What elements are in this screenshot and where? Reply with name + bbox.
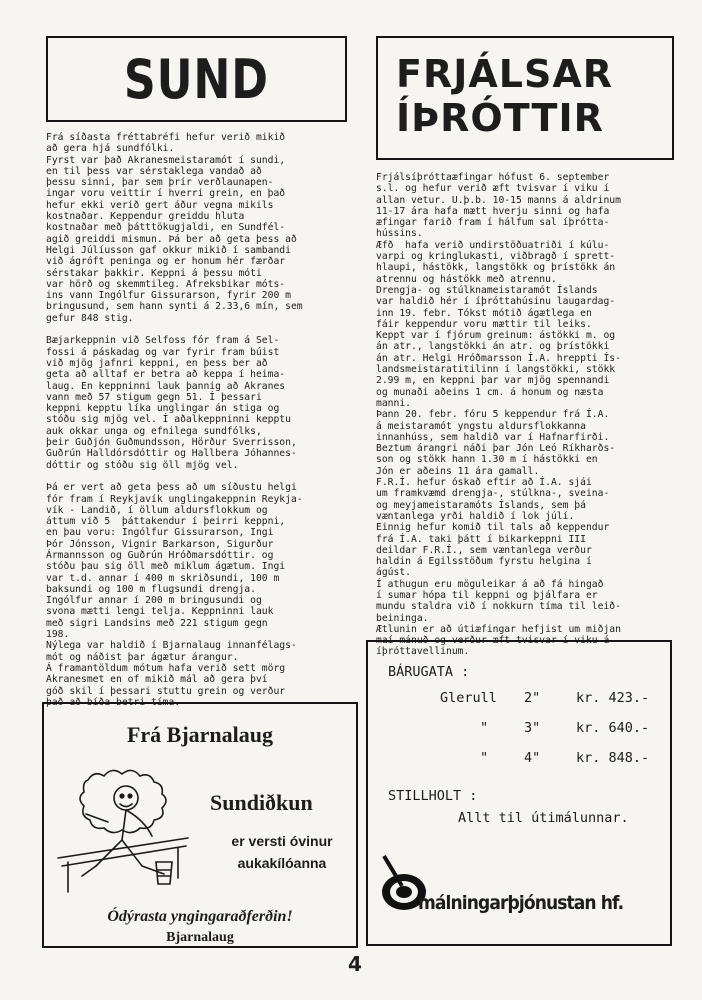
price-row-3-item: " <box>480 750 489 766</box>
sund-text-line: en þau voru: Ingólfur Gissurarson, Ingi <box>46 527 274 539</box>
sund-text-line: vík - Landið, í öllum aldursflokkum og <box>46 504 268 516</box>
swimmer-bather-illustration <box>48 762 204 902</box>
sund-text-line: gefur 848 stig. <box>46 312 134 324</box>
sund-text-line: fossi á páskadag og var fyrir fram búist <box>46 346 280 358</box>
sund-text-line: Bæjarkeppnin við Selfoss fór fram á Sel- <box>46 335 280 347</box>
sund-text-line: keppni kepptu líka unglingar án stiga og <box>46 403 280 415</box>
malning-ad <box>366 640 672 946</box>
frjalsar-text-line: hlaupi, hástökk, langstökk og þrístökk án <box>376 262 616 274</box>
price-row-1-price: kr. 423.- <box>576 690 650 706</box>
frjalsar-text-line: frá Í.A. taki þátt í bikarkeppni III <box>376 533 586 545</box>
sund-text-line: Fyrst var það Akranesmeistaramót í sundi, <box>46 154 286 166</box>
sund-text-line: Akranesmet en of mikið mál að gera því <box>46 674 268 686</box>
ad-slogan: Ódýrasta yngingaraðferðin! <box>107 908 293 925</box>
frjalsar-text-line: son og stökk hann 1.30 m í hástökki en <box>376 454 598 466</box>
sund-text-line: baksundi og 100 m flugsundi drengja. <box>46 583 256 595</box>
frjalsar-text-line: haldin á Egilsstöðum fyrstu helgina í <box>376 556 592 568</box>
sund-text-line: ingar voru veittir í hverri grein, en það <box>46 188 286 200</box>
frjalsar-text-line: Í athugun eru möguleikar á að fá hingað <box>376 578 604 590</box>
frjalsar-text-line: Jón er aðeins 11 ára gamall. <box>376 465 540 477</box>
frjalsar-article <box>376 172 621 658</box>
sund-text-line: hefur ekki verið gert áður vegna mikils <box>46 199 274 211</box>
sund-text-line: Helgi Júlíusson gaf okkur mikið í sambandi <box>46 244 291 256</box>
frjalsar-text-line: Keppt var í fjórum greinum: ástökki m. og <box>376 330 616 342</box>
stillholt-label: STILLHOLT : <box>388 788 478 804</box>
sund-text-line <box>46 324 303 335</box>
sund-text-line: Á framantöldum mótum hafa verið sett mörg <box>46 662 286 674</box>
frjalsar-text-line: Þann 20. febr. fóru 5 keppendur frá Í.A. <box>376 409 610 421</box>
frjalsar-text-line: allan vetur. U.þ.b. 10-15 manns á aldrinum <box>376 194 621 206</box>
sund-text-line: 198. <box>46 629 70 641</box>
price-row-2-item: " <box>480 720 489 736</box>
frjalsar-text-line: og meyjameistaramóts Íslands, sem þá <box>376 499 586 511</box>
sund-text-line: Ingólfur annar í 200 m bringusundi og <box>46 595 262 607</box>
ad-subtitle-line-2: aukakílóanna <box>237 855 327 871</box>
frjalsar-text-line: íþróttavellinum. <box>376 646 470 658</box>
frjalsar-text-line: og munaði aðeins 1 cm. á honum og næsta <box>376 386 604 398</box>
sund-text-line: Nýlega var haldið í Bjarnalaug innanfélags- <box>46 640 297 652</box>
sund-title: SUND <box>124 47 269 111</box>
frjalsar-text-line: inn 19. febr. Tókst mótið ágætlega en <box>376 307 592 319</box>
frjalsar-text-line: maí mánuð og verður æft tvisvar í viku á <box>376 635 610 647</box>
frjalsar-text-line: Drengja- og stúlknameistaramót Íslands <box>376 284 598 296</box>
frjalsar-title-line-1: FRJÁLSAR <box>396 52 614 96</box>
sund-text-line: mót og náðist þar ágætur árangur. <box>46 651 239 663</box>
sund-text-line: agið greiddi mismun. Þá ber að geta þess að <box>46 233 297 245</box>
sund-text-line: við mjög jafnri keppni, en þess ber að <box>46 357 268 369</box>
frjalsar-title-box <box>376 36 674 160</box>
frjalsar-text-line: í sumar hópa til keppni og þjálfara er <box>376 589 598 601</box>
frjalsar-text-line: 2.99 m, en keppni þar var mjög spennandi <box>376 375 610 387</box>
frjalsar-title-line-2: ÍÞRÓTTIR <box>396 96 604 140</box>
sund-text-line: dóttir og stóðu sig öll mjög vel. <box>46 459 239 471</box>
frjalsar-text-line: manni. <box>376 397 411 409</box>
barugata-label: BÁRUGATA : <box>388 664 470 680</box>
sund-text-line: var hörð og skemmtileg. Afreksbikar móts- <box>46 278 286 290</box>
price-row-3-size: 4" <box>524 750 541 766</box>
frjalsar-text-line: F.R.Í. hefur óskað eftir að Í.A. sjái <box>376 477 592 489</box>
sund-text-line: svona mætti lengi telja. Keppninni lauk <box>46 606 274 618</box>
sund-text-line: ins vann Ingólfur Gissurarson, fyrir 200 m <box>46 290 291 302</box>
sund-text-line: fór fram í Reykjavík unglingakeppnin Reykja- <box>46 493 303 505</box>
ad-subtitle <box>210 830 354 874</box>
sund-text-line: þessu sinni, þar sem þrír verðlaunapen- <box>46 177 274 189</box>
sund-text-line: var t.d. annar í 400 m skriðsundi, 100 m <box>46 572 280 584</box>
ad-subtitle-line-1: er versti óvinur <box>231 833 333 849</box>
frjalsar-text-line: væntanlega yrði haldið í lok júlí. <box>376 510 575 522</box>
sund-text-line: við ágróft peninga og er honum hér færðar <box>46 256 286 268</box>
page-number: 4 <box>348 952 362 976</box>
frjalsar-text-line: varpi og kringlukasti, viðbragð í sprett- <box>376 251 616 263</box>
ad-brand: Bjarnalaug <box>166 930 234 945</box>
frjalsar-text-line: á meistaramót yngstu aldursflokkanna <box>376 420 586 432</box>
price-row-3-price: kr. 848.- <box>576 750 650 766</box>
sund-text-line: þeir Guðjón Guðmundsson, Hörður Sverrisson, <box>46 437 297 449</box>
frjalsar-text-line: hússins. <box>376 228 423 240</box>
sund-text-line: að gera hjá sundfólki. <box>46 143 175 155</box>
sund-text-line: stóðu sig mjög vel. Í aðalkeppninni kepptu <box>46 414 291 426</box>
sund-text-line: Guðrún Halldórsdóttir og Hallbera Jóhannes- <box>46 448 297 460</box>
frjalsar-text-line: landsmeistaratitilinn í langstökki, stökk <box>376 364 616 376</box>
sund-text-line: Frá síðasta fréttabréfi hefur verið mikið <box>46 132 286 143</box>
sund-text-line: áttum við 5 þáttakendur í þeirri keppni, <box>46 516 286 528</box>
sund-text-line: kostnaðar. Keppendur greiddu hluta <box>46 211 245 223</box>
price-row-2-size: 3" <box>524 720 541 736</box>
frjalsar-text-line: atrennu og hástökk með atrennu. <box>376 273 557 285</box>
frjalsar-text-line: um framkvæmd drengja-, stúlkna-, sveina- <box>376 488 610 500</box>
price-row-2-price: kr. 640.- <box>576 720 650 736</box>
frjalsar-text-line: Einnig hefur komið til tals að keppendur <box>376 522 610 534</box>
sund-text-line: Ármannsson og Guðrún Hróðmarsdóttir. og <box>46 549 274 561</box>
frjalsar-text-line: deildar F.R.Í., sem væntanlega verður <box>376 544 592 556</box>
frjalsar-text-line: fáir keppendur voru mættir til leiks. <box>376 318 592 330</box>
ad-heading: Frá Bjarnalaug <box>126 722 274 747</box>
frjalsar-text-line: án atr. Helgi Hróðmarsson Í.A. hreppti Ís- <box>376 352 621 364</box>
sund-title-box <box>46 36 347 122</box>
frjalsar-text-line: mundu staldra við í nokkurn tíma til leið- <box>376 601 621 613</box>
frjalsar-text-line: s.l. og hefur verið æft tvisvar í viku í <box>376 183 610 195</box>
frjalsar-text-line: Frjálsíþróttaæfingar hófust 6. september <box>376 172 610 183</box>
sund-text-line: stóðu þau sig öll með miklum ágætum. Ingi <box>46 561 286 573</box>
sund-text-line: með sigri Landsins með 221 stigum gegn <box>46 617 268 629</box>
bjarnalaug-ad <box>42 702 358 948</box>
frjalsar-text-line: ágúst. <box>376 567 411 579</box>
sund-text-line: geta að alltaf er betra að keppa í heima- <box>46 369 286 381</box>
frjalsar-text-line: æfingar farið fram í hálfum sal íþrótta- <box>376 217 610 229</box>
sund-text-line: það að bíða betri tíma. <box>46 696 181 708</box>
company-name: málningarþjónustan hf. <box>418 892 624 914</box>
sund-text-line: auk okkar unga og efnilega sundfólks, <box>46 425 262 437</box>
sund-text-line: sérstakar þakkir. Keppni á þessu móti <box>46 267 262 279</box>
stillholt-text: Allt til útimálunnar. <box>458 810 629 826</box>
frjalsar-text-line: 11-17 ára hafa mætt hverju sinni og hafa <box>376 205 610 217</box>
sund-article <box>46 132 303 708</box>
frjalsar-text-line: beininga. <box>376 612 429 624</box>
price-row-1-size: 2" <box>524 690 541 706</box>
sund-text-line: kostnaðar með þátttökugjaldi, en Sundfél- <box>46 222 286 234</box>
sund-text-line: Þá er vert að geta þess að um síðustu helgi <box>46 482 297 494</box>
ad-title: Sundiðkun <box>210 790 313 815</box>
sund-text-line: góð skil í þessari stuttu grein og verður <box>46 685 286 697</box>
frjalsar-text-line: var haldið hér í íþróttahúsinu laugardag- <box>376 296 616 308</box>
price-row-1-item: Glerull <box>440 690 497 706</box>
frjalsar-text-line: án atr., langstökki án atr. og þrístökki <box>376 341 610 353</box>
frjalsar-text-line: innanhúss, sem haldið var í Hafnarfirði. <box>376 431 610 443</box>
sund-text-line: Þór Jónsson, Vignir Barkarson, Sigurður <box>46 538 274 550</box>
frjalsar-text-line: Æfð hafa verið undirstöðuatriði í kúlu- <box>376 239 610 251</box>
sund-text-line: laug. En keppninni lauk þannig að Akranes <box>46 380 286 392</box>
sund-text-line: en til þess var sérstaklega vandað að <box>46 165 262 177</box>
sund-text-line: vann með 57 stigum gegn 51. Í þessari <box>46 391 262 403</box>
frjalsar-text-line: Ætlunin er að útiæfingar hefjist um miðjan <box>376 623 621 635</box>
sund-text-line <box>46 471 303 482</box>
frjalsar-text-line: Beztum árangri náði þar Jón Leó Ríkharðs- <box>376 443 616 455</box>
sund-text-line: bringusund, sem hann synti á 2.33,6 mín, sem <box>46 301 303 313</box>
